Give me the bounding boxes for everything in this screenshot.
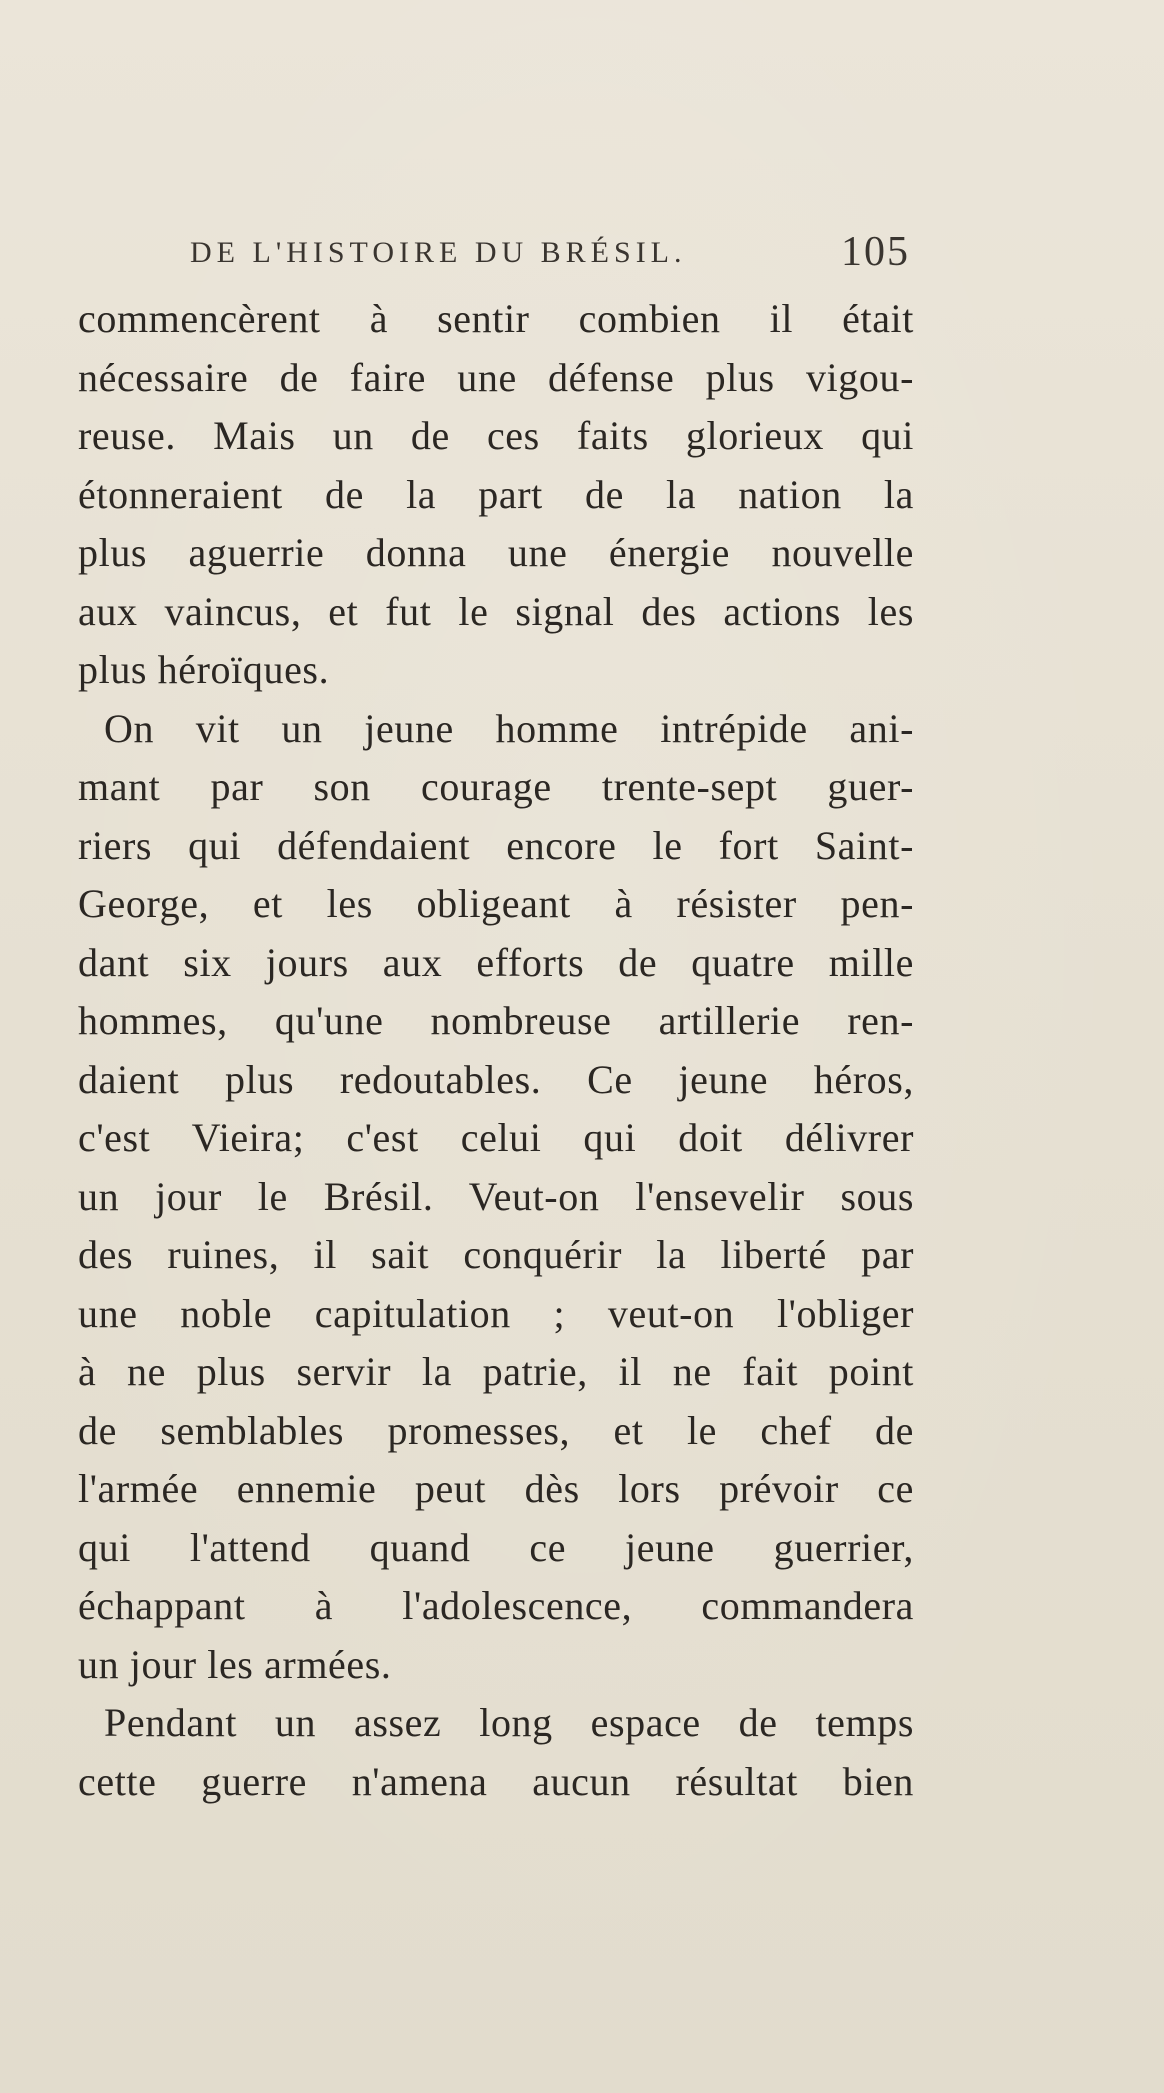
text-line: commencèrent à sentir combien il était	[78, 296, 914, 341]
text-line: des ruines, il sait conquérir la liberté par	[78, 1232, 914, 1277]
text-line: riers qui défendaient encore le fort Saint-	[78, 822, 914, 868]
running-title: DE L'HISTOIRE DU BRÉSIL.	[190, 236, 687, 269]
text-line: à ne plus servir la patrie, il ne fait point	[78, 1349, 914, 1394]
text-line: hommes, qu'une nombreuse artillerie ren-	[78, 998, 914, 1043]
running-head	[190, 229, 910, 275]
page-number: 105	[841, 229, 910, 275]
text-line: un jour les armées.	[78, 1641, 392, 1687]
text-line: daient plus redoutables. Ce jeune héros,	[78, 1056, 914, 1102]
text-line: qui l'attend quand ce jeune guerrier,	[78, 1524, 914, 1570]
text-line: de semblables promesses, et le chef de	[78, 1407, 914, 1453]
paragraph-first-line: On vit un jeune homme intrépide ani-	[104, 705, 914, 751]
text-line: reuse. Mais un de ces faits glorieux qui	[78, 413, 914, 458]
text-line: échappant à l'adolescence, commandera	[78, 1583, 914, 1628]
text-line: étonneraient de la part de la nation la	[78, 471, 914, 517]
text-line: cette guerre n'amena aucun résultat bien	[78, 1758, 914, 1804]
text-line: plus aguerrie donna une énergie nouvelle	[78, 530, 914, 575]
text-line: c'est Vieira; c'est celui qui doit délivrer	[78, 1115, 914, 1160]
text-line: nécessaire de faire une défense plus vigou-	[78, 354, 914, 400]
text-line: plus héroïques.	[78, 647, 330, 692]
text-line: mant par son courage trente-sept guer-	[78, 764, 914, 809]
text-line: l'armée ennemie peut dès lors prévoir ce	[78, 1466, 914, 1511]
text-line: aux vaincus, et fut le signal des actions les	[78, 588, 914, 634]
text-line: George, et les obligeant à résister pen-	[78, 881, 914, 926]
paragraph-first-line: Pendant un assez long espace de temps	[104, 1700, 914, 1745]
text-line: dant six jours aux efforts de quatre mille	[78, 939, 914, 985]
text-line: une noble capitulation ; veut-on l'obliger	[78, 1290, 914, 1336]
body-text	[78, 290, 914, 1811]
text-line: un jour le Brésil. Veut-on l'ensevelir sous	[78, 1173, 914, 1219]
